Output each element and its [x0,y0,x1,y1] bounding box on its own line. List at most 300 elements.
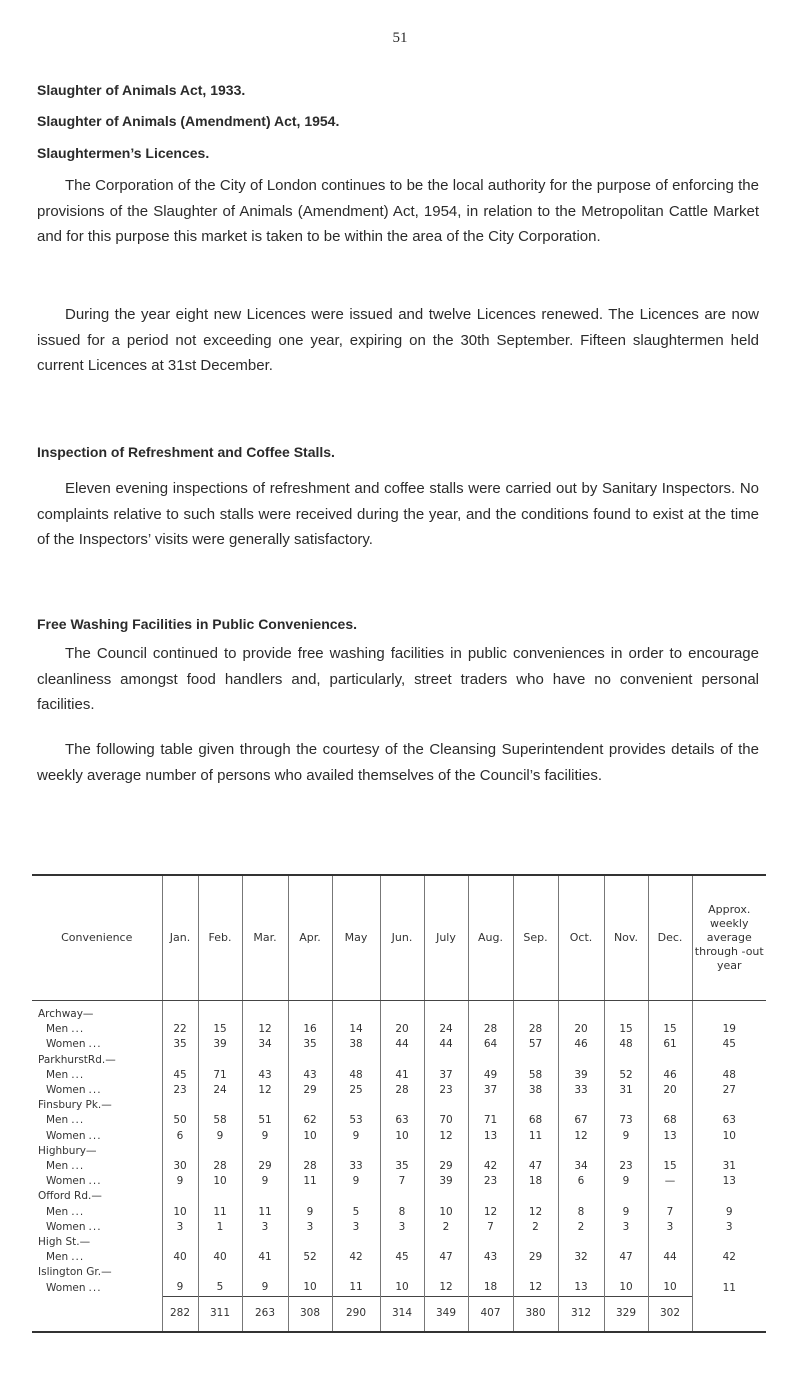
column-header: May [332,876,380,1001]
table-cell [558,1189,604,1204]
table-cell [692,1144,766,1159]
table-cell: 33 [558,1083,604,1098]
table-cell: 62 [288,1113,332,1128]
table-cell: 23 [604,1159,648,1174]
table-cell [162,1265,198,1280]
table-cell: 35 [380,1159,424,1174]
table-cell: 42 [332,1250,380,1265]
table-cell: 29 [242,1159,288,1174]
facilities-table [32,876,766,1331]
row-label [32,1220,162,1235]
table-group-row [32,1098,766,1113]
leader-dots: ... [71,1159,85,1172]
table-cell [288,1053,332,1068]
table-cell [513,1265,558,1280]
table-group-row [32,1144,766,1159]
table-cell: 12 [424,1129,468,1144]
table-cell [162,1053,198,1068]
row-label-text: Women [46,1175,86,1188]
convenience-name: Offord Rd.— [38,1190,102,1203]
table-row [32,1250,766,1265]
total-cell: 282 [162,1296,198,1331]
row-label-text: Men [46,1114,69,1127]
leader-dots: ... [71,1114,85,1127]
table-cell: 24 [198,1083,242,1098]
table-cell: 9 [332,1129,380,1144]
total-cell: 407 [468,1296,513,1331]
convenience-name: Archway— [38,1008,94,1021]
table-cell: 9 [604,1129,648,1144]
convenience-name: High St.— [38,1235,91,1248]
table-cell [692,1265,766,1280]
table-cell: 23 [162,1083,198,1098]
column-header: Dec. [648,876,692,1001]
table-cell: 8 [558,1204,604,1219]
table-cell [692,1235,766,1250]
table-cell: 73 [604,1113,648,1128]
row-label-text: Women [46,1220,86,1233]
total-cell: 308 [288,1296,332,1331]
leader-dots: ... [71,1023,85,1036]
table-cell [198,1053,242,1068]
table-cell [332,1235,380,1250]
page-number: 51 [392,30,408,46]
total-cell: 311 [198,1296,242,1331]
table-group-row [32,1189,766,1204]
table-cell: 11 [332,1280,380,1296]
table-cell [604,1189,648,1204]
column-header: Nov. [604,876,648,1001]
table-cell: 5 [332,1204,380,1219]
table-row [32,1174,766,1189]
row-label-text: Women [46,1038,86,1051]
table-cell: 20 [380,1022,424,1037]
table-row [32,1280,766,1296]
table-cell [424,1189,468,1204]
table-cell: 25 [332,1083,380,1098]
row-label [32,1022,162,1037]
table-group-row [32,1001,766,1023]
total-average-cell [692,1296,766,1331]
table-cell [604,1053,648,1068]
table-cell [162,1235,198,1250]
leader-dots: ... [71,1068,85,1081]
leader-dots: ... [88,1281,102,1294]
table-cell: 28 [198,1159,242,1174]
heading-slaughtermens-licences: Slaughtermen’s Licences. [37,145,210,161]
table-cell [332,1144,380,1159]
table-cell: 28 [380,1083,424,1098]
column-header: Approx. weekly average through -out year [692,876,766,1001]
table-cell: 13 [468,1129,513,1144]
table-cell: 2 [558,1220,604,1235]
convenience-name: Finsbury Pk.— [38,1099,112,1112]
table-cell [380,1001,424,1023]
table-cell [332,1098,380,1113]
table-cell [424,1053,468,1068]
table-cell [242,1189,288,1204]
table-cell [288,1265,332,1280]
table-cell [424,1001,468,1023]
row-label [32,1204,162,1219]
table-cell: 35 [288,1037,332,1052]
table-cell: 18 [468,1280,513,1296]
heading-slaughter-act-1933: Slaughter of Animals Act, 1933. [37,82,246,98]
row-label-text: Women [46,1281,86,1294]
table-cell: 19 [692,1022,766,1037]
table-cell: 40 [198,1250,242,1265]
table-cell: 10 [424,1204,468,1219]
table-cell: 45 [692,1037,766,1052]
leader-dots: ... [88,1084,102,1097]
table-cell: 29 [288,1083,332,1098]
table-cell: 38 [513,1083,558,1098]
table-cell [648,1144,692,1159]
table-cell [513,1189,558,1204]
table-cell: 20 [558,1022,604,1037]
table-cell: 23 [424,1083,468,1098]
table-row [32,1220,766,1235]
table-group-row [32,1265,766,1280]
column-header: Aug. [468,876,513,1001]
row-label [32,1280,162,1296]
table-cell [648,1265,692,1280]
table-cell: 22 [162,1022,198,1037]
table-cell: 43 [242,1068,288,1083]
table-cell [513,1144,558,1159]
table-cell [380,1189,424,1204]
row-label-text: Men [46,1205,69,1218]
table-cell [604,1265,648,1280]
row-label-text: Men [46,1159,69,1172]
table-cell: 46 [648,1068,692,1083]
column-header: Oct. [558,876,604,1001]
table-cell: 3 [162,1220,198,1235]
row-label-text: Women [46,1084,86,1097]
total-cell: 314 [380,1296,424,1331]
row-label [32,1159,162,1174]
table-cell: 11 [288,1174,332,1189]
table-cell: 51 [242,1113,288,1128]
table-cell [424,1235,468,1250]
table-cell: 63 [380,1113,424,1128]
table-cell: 27 [692,1083,766,1098]
table-cell: 7 [468,1220,513,1235]
table-cell: 15 [198,1022,242,1037]
table-cell: 12 [242,1022,288,1037]
table-cell: 44 [424,1037,468,1052]
table-cell: 9 [242,1280,288,1296]
table-cell: 40 [162,1250,198,1265]
table-cell [332,1053,380,1068]
row-label [32,1068,162,1083]
table-cell: 52 [288,1250,332,1265]
table-cell: 3 [692,1220,766,1235]
table-cell: 32 [558,1250,604,1265]
table-row [32,1159,766,1174]
table-cell: 42 [692,1250,766,1265]
table-cell [558,1235,604,1250]
row-label [32,1250,162,1265]
table-cell: 52 [604,1068,648,1083]
table-cell [648,1098,692,1113]
table-cell: 9 [604,1174,648,1189]
table-cell: 39 [558,1068,604,1083]
table-cell: 2 [513,1220,558,1235]
row-label-text: Men [46,1251,69,1264]
table-cell: 43 [288,1068,332,1083]
table-cell [332,1001,380,1023]
column-header: July [424,876,468,1001]
table-cell [513,1098,558,1113]
table-cell: 68 [513,1113,558,1128]
table-cell: 30 [162,1159,198,1174]
table-cell [288,1001,332,1023]
table-cell [424,1098,468,1113]
table-cell: 11 [692,1280,766,1296]
heading-free-washing: Free Washing Facilities in Public Conveniences. [37,616,358,632]
table-cell: 47 [604,1250,648,1265]
table-cell: 71 [198,1068,242,1083]
table-row [32,1113,766,1128]
table-cell [604,1235,648,1250]
table-cell: 8 [380,1204,424,1219]
leader-dots: ... [88,1175,102,1188]
table-cell: 64 [468,1037,513,1052]
table-cell: 10 [380,1129,424,1144]
row-label [32,1113,162,1128]
table-body [32,1001,766,1331]
heading-slaughter-amendment-act-1954: Slaughter of Animals (Amendment) Act, 1954. [37,113,340,129]
table-cell: 10 [648,1280,692,1296]
table-cell: 18 [513,1174,558,1189]
paragraph-washing-facilities: The Council continued to provide free washing facilities in public conveniences in order to encourage cleanliness amongst food handlers and, particularly, street traders who have no convenient personal facilities. [37,645,759,713]
table-cell: 37 [424,1068,468,1083]
table-cell: 7 [648,1204,692,1219]
table-cell [468,1265,513,1280]
table-cell: 28 [513,1022,558,1037]
table-cell: 70 [424,1113,468,1128]
column-header: Convenience [32,876,162,1001]
table-cell [198,1001,242,1023]
table-cell: 63 [692,1113,766,1128]
row-label [32,1129,162,1144]
table-cell [558,1098,604,1113]
table-cell [380,1265,424,1280]
column-header: Feb. [198,876,242,1001]
table-cell: 9 [692,1204,766,1219]
table-cell [468,1235,513,1250]
table-cell: 6 [162,1129,198,1144]
table-cell: 48 [692,1068,766,1083]
table-cell: 2 [424,1220,468,1235]
table-cell: 10 [288,1280,332,1296]
table-cell [513,1235,558,1250]
column-header: Jan. [162,876,198,1001]
table-cell: 3 [648,1220,692,1235]
totals-label-cell [32,1296,162,1331]
table-cell: 49 [468,1068,513,1083]
totals-row [32,1296,766,1331]
table-cell: 9 [242,1174,288,1189]
table-cell: 12 [424,1280,468,1296]
table-cell: 15 [648,1022,692,1037]
table-cell: 29 [424,1159,468,1174]
table-cell [648,1189,692,1204]
table-cell: 9 [162,1280,198,1296]
table-cell [380,1144,424,1159]
table-cell: 71 [468,1113,513,1128]
table-cell [424,1265,468,1280]
table-cell: 13 [558,1280,604,1296]
table-cell: 13 [648,1129,692,1144]
table-cell: 9 [288,1204,332,1219]
table-cell: 48 [604,1037,648,1052]
table-cell: 34 [558,1159,604,1174]
table-cell: 10 [380,1280,424,1296]
table-cell: 13 [692,1174,766,1189]
table-cell [288,1189,332,1204]
table-cell [288,1098,332,1113]
leader-dots: ... [88,1220,102,1233]
table-cell: 41 [242,1250,288,1265]
row-label [32,1037,162,1052]
column-header: Apr. [288,876,332,1001]
total-cell: 329 [604,1296,648,1331]
table-cell: 16 [288,1022,332,1037]
table-cell [380,1098,424,1113]
table-cell [692,1001,766,1023]
table-cell: 3 [604,1220,648,1235]
facilities-table-container [32,874,766,1333]
table-cell [692,1098,766,1113]
table-cell [692,1053,766,1068]
table-cell: 3 [288,1220,332,1235]
table-cell: 39 [198,1037,242,1052]
table-cell: 47 [513,1159,558,1174]
table-cell: 67 [558,1113,604,1128]
table-cell: 3 [380,1220,424,1235]
table-cell [288,1144,332,1159]
table-cell [162,1098,198,1113]
paragraph-table-intro: The following table given through the courtesy of the Cleansing Superintendent provides details of the weekly average number of persons who availed themselves of the Council’s facilities. [37,741,759,784]
table-cell: 3 [332,1220,380,1235]
table-cell: 46 [558,1037,604,1052]
table-cell [162,1189,198,1204]
table-cell: 12 [513,1280,558,1296]
table-cell [242,1235,288,1250]
row-label-text: Men [46,1068,69,1081]
table-cell [242,1265,288,1280]
table-cell [162,1144,198,1159]
table-cell [513,1053,558,1068]
table-row [32,1083,766,1098]
table-cell: 9 [162,1174,198,1189]
table-cell: 57 [513,1037,558,1052]
table-cell: 10 [162,1204,198,1219]
table-cell: 15 [604,1022,648,1037]
table-cell: 45 [380,1250,424,1265]
table-cell: 12 [242,1083,288,1098]
table-cell [242,1144,288,1159]
table-cell [558,1144,604,1159]
paragraph-licences-issued: During the year eight new Licences were issued and twelve Licences renewed. The Licences are now issued for a period not exceeding one year, expiring on the 30th September. Fifteen slaughtermen held current Licences at 31st December. [37,306,759,374]
table-cell [648,1001,692,1023]
table-cell [288,1235,332,1250]
leader-dots: ... [88,1038,102,1051]
row-label-text: Women [46,1129,86,1142]
table-cell: 10 [288,1129,332,1144]
table-cell: 11 [242,1204,288,1219]
convenience-name: Highbury— [38,1144,97,1157]
table-group-row [32,1235,766,1250]
column-header: Jun. [380,876,424,1001]
table-cell: 7 [380,1174,424,1189]
table-row [32,1068,766,1083]
table-cell: 48 [332,1068,380,1083]
table-cell [604,1001,648,1023]
table-cell: 24 [424,1022,468,1037]
table-row [32,1037,766,1052]
table-cell: 58 [198,1113,242,1128]
table-cell: 44 [648,1250,692,1265]
table-cell [198,1265,242,1280]
table-cell: 37 [468,1083,513,1098]
table-cell: 38 [332,1037,380,1052]
total-cell: 290 [332,1296,380,1331]
table-cell [468,1189,513,1204]
table-cell [162,1001,198,1023]
table-cell: 3 [242,1220,288,1235]
table-cell: 11 [513,1129,558,1144]
convenience-name: Islington Gr.— [38,1266,112,1279]
table-cell [380,1235,424,1250]
table-cell [242,1098,288,1113]
table-cell: 68 [648,1113,692,1128]
table-cell: 28 [288,1159,332,1174]
table-cell: 15 [648,1159,692,1174]
table-cell: 9 [242,1129,288,1144]
table-cell: 39 [424,1174,468,1189]
column-header: Sep. [513,876,558,1001]
paragraph-inspections: Eleven evening inspections of refreshment and coffee stalls were carried out by Sanitary Inspectors. No complaints relative to such stalls were received during the year, and the conditions found to exist at the time of the Inspectors’ visits were generally satisfactory. [37,480,759,548]
table-cell: — [648,1174,692,1189]
total-cell: 263 [242,1296,288,1331]
table-cell: 10 [692,1129,766,1144]
table-cell [513,1001,558,1023]
table-cell: 20 [648,1083,692,1098]
table-cell: 58 [513,1068,558,1083]
table-cell: 34 [242,1037,288,1052]
table-cell: 10 [198,1174,242,1189]
table-cell: 12 [468,1204,513,1219]
table-cell: 12 [513,1204,558,1219]
table-cell [468,1001,513,1023]
table-cell: 31 [692,1159,766,1174]
table-header-row [32,876,766,1001]
table-cell [468,1053,513,1068]
table-cell: 47 [424,1250,468,1265]
table-cell [468,1144,513,1159]
table-cell: 29 [513,1250,558,1265]
row-label [32,1174,162,1189]
table-cell: 35 [162,1037,198,1052]
table-cell: 23 [468,1174,513,1189]
table-cell: 50 [162,1113,198,1128]
table-cell: 1 [198,1220,242,1235]
leader-dots: ... [71,1251,85,1264]
table-cell [648,1235,692,1250]
